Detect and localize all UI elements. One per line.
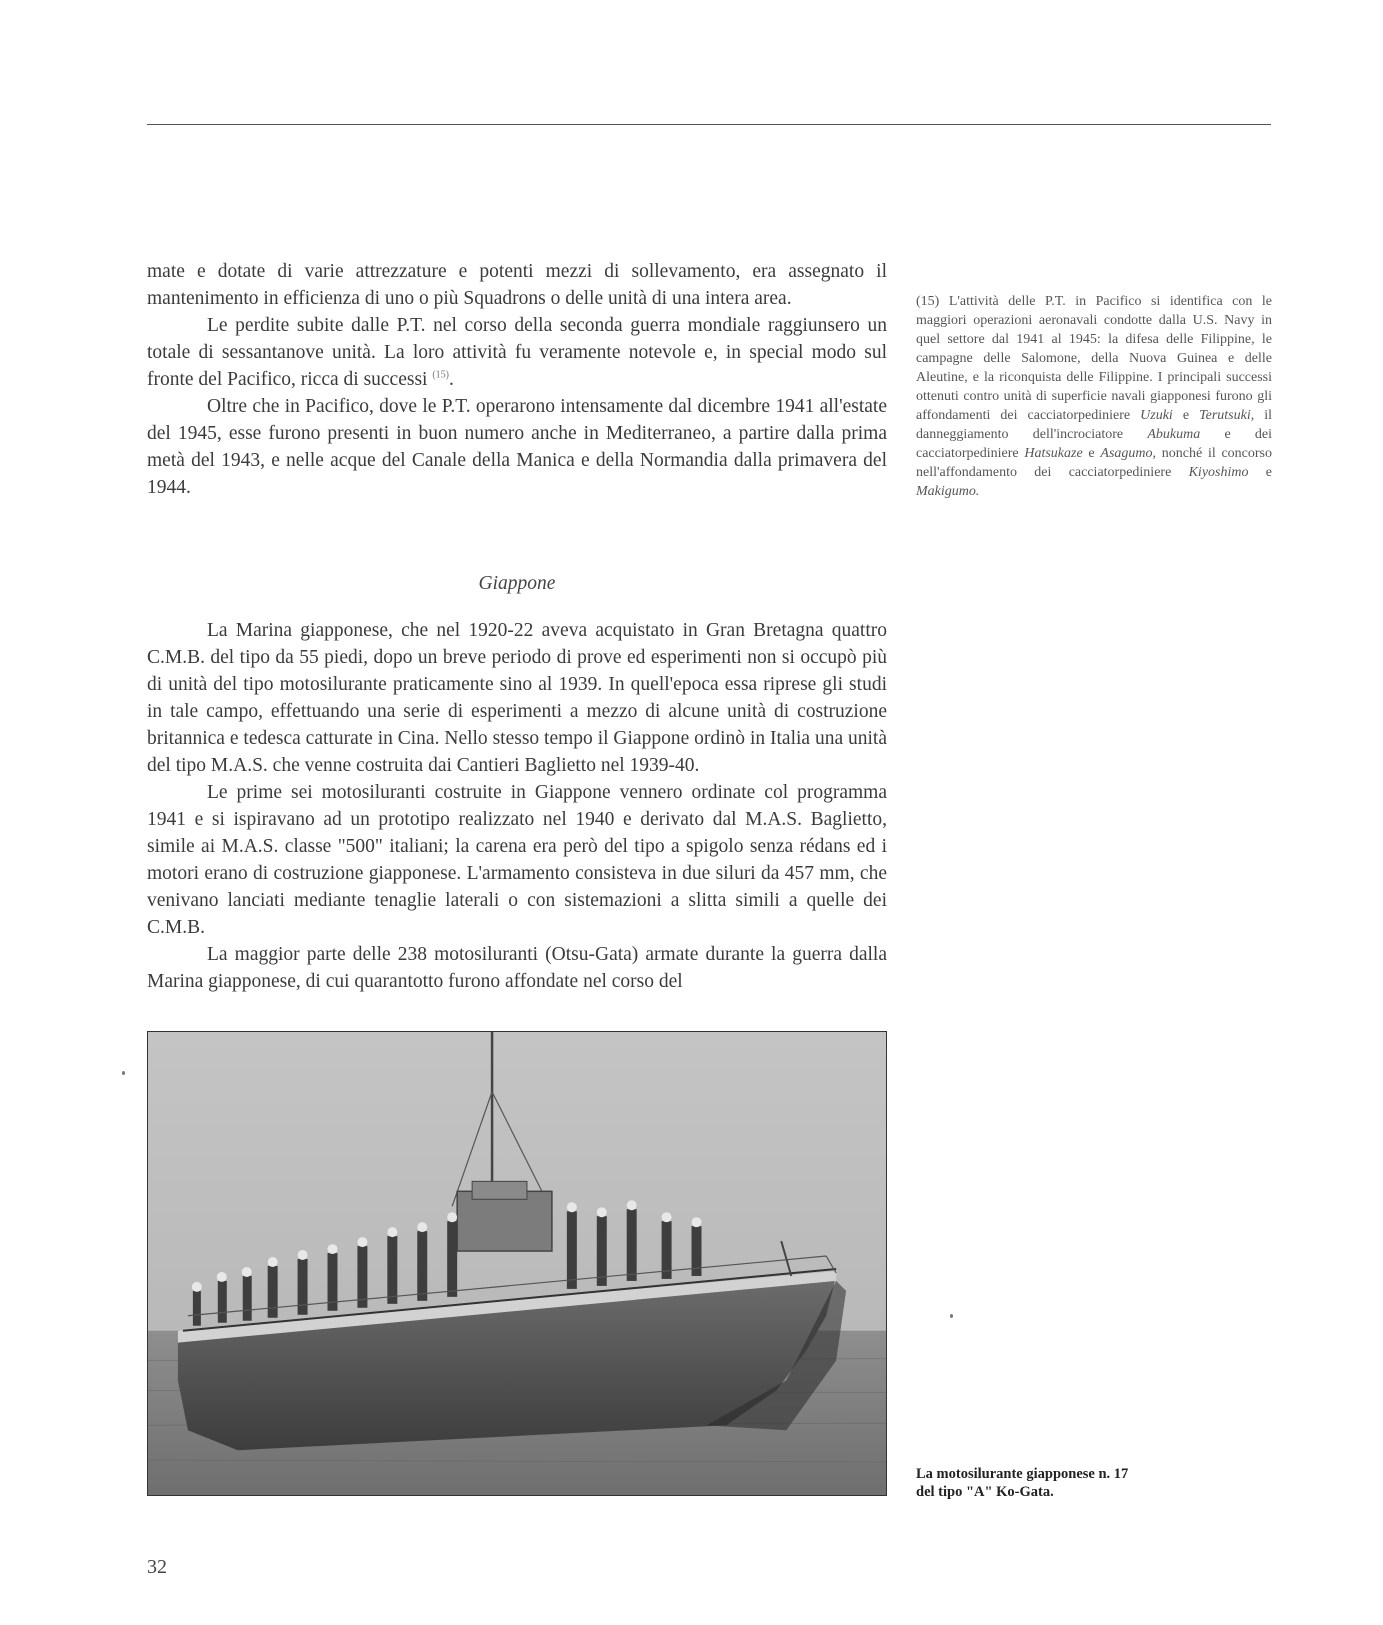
figure-caption-line-1: La motosilurante giapponese n. 17: [916, 1466, 1129, 1482]
paragraph-pt-losses-end: .: [449, 369, 454, 390]
footnote-text-2: e: [1182, 408, 1190, 423]
boat-photo-illustration: [148, 1032, 886, 1495]
figure-caption-line-2: del tipo "A" Ko-Gata.: [916, 1484, 1054, 1500]
paragraph-first-motor-torpedo-boats: Le prime sei motosiluranti costruite in Giappone vennero ordinate col programma 1941 e si ispiravano ad un prototipo realizzato nel 1940 e derivato dal M.A.S. Baglietto, simile ai M.A.S. classe "500" italiani; la carena era però del tipo a spigolo senza rédans ed i motori erano di costruzione giapponese. L'armamento consisteva in due siluri da 457 mm, che venivano lanciati mediante tenaglie laterali o con sistemazioni a slitta simili a quelle dei C.M.B.: [147, 782, 887, 938]
section-heading-giappone: Giappone: [478, 573, 556, 594]
footnote-15: [916, 292, 1272, 501]
footnote-ship-terutsuki: Terutsuki,: [1199, 408, 1255, 423]
photo-bridge: [457, 1191, 552, 1251]
paragraph-continuation: mate e dotate di varie attrezzature e potenti mezzi di sollevamento, era assegnato il mantenimento in efficienza di uno o più Squadrons o delle unità di una intera area.: [147, 261, 887, 309]
body-text-block-top: [147, 258, 887, 501]
footnote-text-4: e dei cacciatorpediniere: [916, 427, 1273, 461]
figure-caption: [916, 1465, 1216, 1501]
footnote-ship-asagumo: Asagumo,: [1100, 446, 1157, 461]
paragraph-japan-navy-history: La Marina giapponese, che nel 1920-22 aveva acquistato in Gran Bretagna quattro C.M.B. del tipo da 55 piedi, dopo un breve periodo di prove ed esperimenti non si occupò più di unità del tipo motosilurante praticamente sino al 1939. In quell'epoca essa riprese gli studi in tale campo, effettuando una serie di esperimenti a mezzo di alcune unità di costruzione britannica e tedesca catturate in Cina. Nello stesso tempo il Giappone ordinò in Italia una unità del tipo M.A.S. che venne costruita dai Cantieri Baglietto nel 1939-40.: [147, 620, 887, 776]
footnote-reference-15[interactable]: (15): [432, 369, 450, 381]
paragraph-pt-theatres: Oltre che in Pacifico, dove le P.T. operarono intensamente dal dicembre 1941 all'estate del 1945, esse furono presenti in buon numero anche in Mediterraneo, a partire dalla prima metà del 1943, e nelle acque del Canale della Manica e della Normandia dalla primavera del 1944.: [147, 396, 887, 498]
footnote-ship-makigumo: Makigumo.: [916, 484, 980, 499]
page-number: 32: [147, 1556, 167, 1578]
paragraph-otsu-gata: La maggior parte delle 238 motosiluranti (Otsu-Gata) armate durante la guerra dalla Marina giapponese, di cui quarantotto furono affondate nel corso del: [147, 944, 887, 992]
body-text-block-giappone: [147, 617, 887, 995]
footnote-ship-hatsukaze: Hatsukaze: [1024, 446, 1083, 461]
footnote-ship-abukuma: Abukuma: [1147, 427, 1201, 442]
footnote-text-6: nonché il concorso nell'affondamento dei cacciatorpediniere: [916, 446, 1273, 480]
footnote-text-1: (15) L'attività delle P.T. in Pacifico si identifica con le maggiori operazioni aeronavali condotte dalla U.S. Navy in quel settore dal 1941 al 1945: la difesa delle Filippine, le campagne delle Salomone, della Nuova Guinea e delle Aleutine, e la riconquista delle Filippine. I principali successi ottenuti contro unità di superficie navali giapponesi furono gli affondamenti dei cacciatorpediniere: [916, 294, 1272, 423]
print-speck: [122, 1071, 125, 1075]
footnote-text-3: il danneggiamento dell'incrociatore: [916, 408, 1273, 442]
footnote-ship-kiyoshimo: Kiyoshimo: [1188, 465, 1249, 480]
print-speck: [950, 1314, 953, 1318]
paragraph-pt-losses-text: Le perdite subite dalle P.T. nel corso della seconda guerra mondiale raggiunsero un totale di sessantanove unità. La loro attività fu veramente notevole e, in special modo sul fronte del Pacifico, ricca di successi: [147, 315, 887, 390]
footnote-ship-uzuki: Uzuki: [1140, 408, 1173, 423]
footnote-text-7: e: [1265, 465, 1272, 480]
paragraph-pt-losses: [147, 312, 887, 393]
footnote-text-5: e: [1088, 446, 1095, 461]
header-rule: [147, 124, 1271, 125]
photo-motor-torpedo-boat: [147, 1031, 887, 1496]
